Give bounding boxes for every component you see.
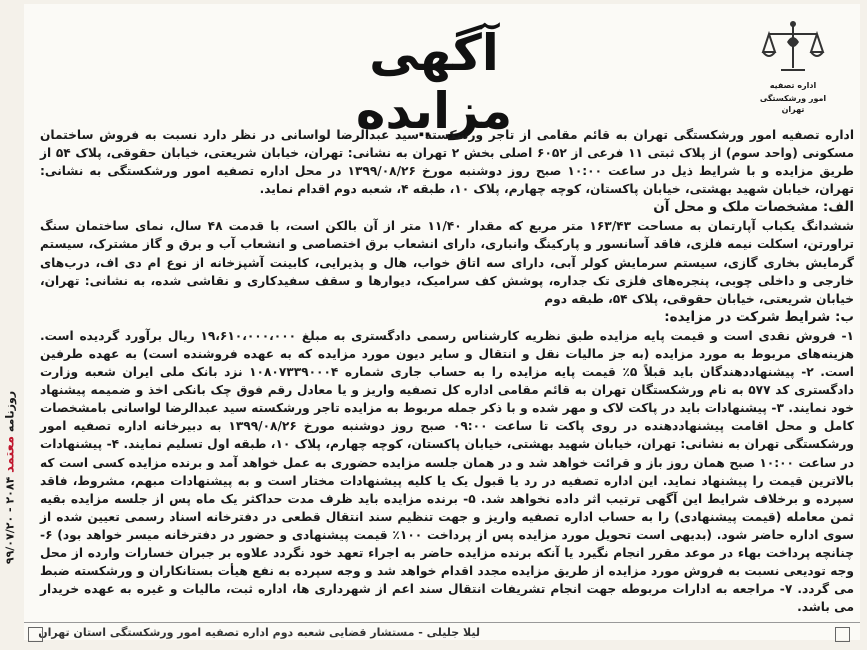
page-title: آگهی مزایده	[355, 24, 513, 140]
notice-body	[40, 126, 854, 616]
intro-paragraph	[40, 126, 854, 198]
newspaper-side-strip	[0, 320, 22, 640]
notice-frame	[24, 4, 860, 640]
judiciary-seal	[748, 18, 838, 115]
intro-text: به قائم مقامی از تاجر ورشکسته سید عبدالرضا لواسانی در نظر دارد نسبت به فروش ساختمان مسکونی (واحد سوم) از پلاک ثبتی ۱۱ فرعی از ۶۰۵۲ اصلی بخش ۲ تهران به نشانی: تهران، خیابان شریعتی، خیابان حقوقی، پلاک ۵۴ از طریق مزایده و با شرایط ذیل در ساعت ۱۰:۰۰ صبح روز دوشنبه مورخ ۱۳۹۹/۰۸/۲۶ در محل اداره تصفیه امور ورشکستگی به نشانی: تهران، خیابان شهید بهشتی، خیابان پاکستان، کوچه چهارم، پلاک ۱۰، طبقه ۴، شعبه دوم اقدام نماید.	[40, 128, 855, 197]
footer-signature: لیلا جلیلی - مستشار قضایی شعبه دوم اداره تصفیه امور ورشکستگی استان تهران	[38, 626, 480, 639]
signature-footer	[24, 622, 860, 645]
seal-org-line2: امور ورشکستگی تهران	[759, 94, 827, 114]
section-b-heading: ب: شرایط شرکت در مزایده:	[664, 308, 854, 325]
side-edition: ۲۰۸۴ - ۹۹/۰۷/۲۰	[3, 476, 17, 565]
intro-lead: اداره تصفیه امور ورشکستگی تهران	[633, 128, 854, 142]
side-brand: معتمد	[2, 435, 18, 473]
seal-org-line1: اداره تصفیه	[769, 81, 817, 90]
section-a-text: ششدانگ یکباب آپارتمان به مساحت ۱۶۳/۴۳ متر مربع که مقدار ۱۱/۴۰ متر از آن بالکن است، با قدمت ۴۸ سال، نمای ساختمان سنگ تراورتن، اسکلت نیمه فلزی، فاقد آسانسور و پارکینگ وانباری، دارای انشعاب برق اختصاصی و انشعاب آب و برق و گاز مشترک، سیستم گرمایش بخاری گازی، سیستم سرمایش کولر آبی، دارای سه اتاق خواب، هال و پذیرایی، کابینت آشپزخانه از نوع ام دی اف، درب‌های خارجی و داخلی چوبی، پنجره‌های فلزی تک جداره، پوشش کف سرامیک، دیوارها و سقف سفیدکاری و نقاشی شده، به نشانی: تهران، خیابان شریعتی، خیابان حقوقی، پلاک ۵۴، طبقه دوم	[40, 219, 855, 306]
side-brand-prefix: روزنامه	[3, 390, 17, 433]
footer-box-icon	[28, 627, 43, 642]
footer-box-icon	[835, 627, 850, 642]
section-a-heading: الف: مشخصات ملک و محل آن	[653, 199, 854, 216]
scales-emblem-icon	[761, 18, 825, 78]
section-b-text: ۱- فروش نقدی است و قیمت پایه مزایده طبق نظریه کارشناس رسمی دادگستری به مبلغ ۱۹،۶۱۰،۰۰۰،۰۰۰ ریال برآورد گردیده است. هزینه‌های مربوط به مورد مزایده (به جز مالیات نقل و انتقال و سایر دیون مورد مزایده که به عهده فروشنده است) به عهده طرفین است. ۲- پیشنهاددهندگان باید قبلاً ۵٪ قیمت پایه مزایده را به حساب جاری شماره ۱۰۸۰۷۳۳۹۰۰۰۴ نزد بانک ملی ایران شعبه وزارت دادگستری کد ۵۷۷ به نام ورشکستگان تهران به قائم مقامی اداره کل تصفیه واریز و یا معادل رقم فوق چک بانکی اخذ و ضمیمه پیشنهاد خود نمایند. ۳- پیشنهادات باید در پاکت لاک و مهر شده و با ذکر جمله مربوط به مزایده تاجر ورشکسته سید عبدالرضا لواسانی بامشخصات کامل و محل اقامت پیشنهاددهنده در روی پاکت تا ساعت ۰۹:۰۰ صبح روز دوشنبه مورخ ۱۳۹۹/۰۸/۲۶ به دبیرخانه اداره تصفیه امور ورشکستگی تهران به نشانی: تهران، خیابان شهید بهشتی، خیابان پاکستان، کوچه چهارم، پلاک ۱۰، طبقه اول تسلیم نمایند. ۴- پیشنهادات در ساعت ۱۰:۰۰ صبح همان روز باز و قرائت خواهد شد و در همان جلسه مزایده حضوری به عمل خواهد آمد و برنده مزایده کسی است که بالاترین قیمت را پیشنهاد نماید. این اداره تصفیه در رد یا قبول یک یا کلیه پیشنهادات مختار است و به پیشنهادات مبهم، مشروط، فاقد سپرده و برخلاف شرایط این آگهی ترتیب اثر داده نخواهد شد. ۵- برنده مزایده باید ظرف مدت حداکثر یک ماه پس از جلسه مزایده بقیه ثمن معامله (قیمت پیشنهادی) را به حساب اداره تصفیه واریز و جهت تنظیم سند انتقال قطعی در دفترخانه اسناد رسمی تعیین شده از سوی اداره حاضر شود. (بدیهی است تحویل مورد مزایده پس از پرداخت ۱۰۰٪ قیمت پیشنهادی و حضور در دفترخانه میسر خواهد بود) ۶- چنانچه پرداخت بهاء در موعد مقرر انجام نگیرد یا آنکه برنده مزایده حاضر به اجراء تعهد خود نگردد علاوه بر جبران خسارات وارده از محل وجه تودیعی نسبت به فروش مورد مزایده از طریق مزایده مجدد اقدام خواهد شد و وجه سپرده به نفع هیأت بستانکاران و ورشکسته ضبط می گردد. ۷- مراجعه به ادارات مربوطه جهت انجام تشریفات انتقال سند اعم از شهرداری ها، اداره ثبت، مالیات و غیره به عهده خریدار می باشد.	[40, 328, 855, 615]
